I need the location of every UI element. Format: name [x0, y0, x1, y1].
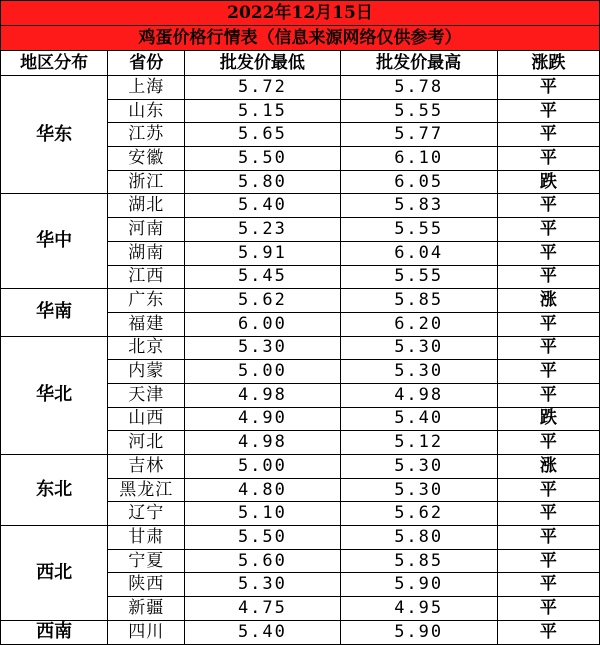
- high-price-cell: 5.30: [340, 360, 497, 384]
- province-cell: 湖北: [108, 194, 185, 218]
- trend-cell: 平: [497, 147, 599, 171]
- low-price-cell: 4.98: [185, 383, 340, 407]
- trend-cell: 涨: [497, 289, 599, 313]
- trend-cell: 平: [497, 336, 599, 360]
- region-cell: 华南: [1, 289, 108, 336]
- high-price-cell: 5.85: [340, 549, 497, 573]
- trend-cell: 平: [497, 431, 599, 455]
- high-price-cell: 6.05: [340, 170, 497, 194]
- header-high-price: 批发价最高: [340, 51, 497, 76]
- trend-cell: 平: [497, 549, 599, 573]
- trend-cell: 平: [497, 218, 599, 242]
- header-row: [1, 51, 600, 76]
- low-price-cell: 5.40: [185, 620, 340, 644]
- low-price-cell: 5.15: [185, 99, 340, 123]
- trend-cell: 平: [497, 597, 599, 621]
- trend-cell: 跌: [497, 170, 599, 194]
- trend-cell: 平: [497, 194, 599, 218]
- table-row: [1, 455, 600, 479]
- low-price-cell: 5.80: [185, 170, 340, 194]
- province-cell: 上海: [108, 76, 185, 100]
- high-price-cell: 5.30: [340, 478, 497, 502]
- trend-cell: 平: [497, 526, 599, 550]
- low-price-cell: 4.90: [185, 407, 340, 431]
- trend-cell: 平: [497, 312, 599, 336]
- region-cell: 华中: [1, 194, 108, 289]
- high-price-cell: 5.77: [340, 123, 497, 147]
- low-price-cell: 5.45: [185, 265, 340, 289]
- title-subtitle: 鸡蛋价格行情表（信息来源网络仅供参考）: [1, 26, 600, 51]
- province-cell: 山东: [108, 99, 185, 123]
- low-price-cell: 5.30: [185, 336, 340, 360]
- low-price-cell: 5.50: [185, 147, 340, 171]
- region-cell: 华东: [1, 76, 108, 194]
- province-cell: 陕西: [108, 573, 185, 597]
- high-price-cell: 5.90: [340, 620, 497, 644]
- province-cell: 宁夏: [108, 549, 185, 573]
- low-price-cell: 5.30: [185, 573, 340, 597]
- table-row: [1, 194, 600, 218]
- low-price-cell: 4.98: [185, 431, 340, 455]
- trend-cell: 涨: [497, 455, 599, 479]
- high-price-cell: 5.30: [340, 336, 497, 360]
- province-cell: 黑龙江: [108, 478, 185, 502]
- low-price-cell: 5.72: [185, 76, 340, 100]
- trend-cell: 平: [497, 360, 599, 384]
- high-price-cell: 5.40: [340, 407, 497, 431]
- region-cell: 西南: [1, 620, 108, 644]
- province-cell: 内蒙: [108, 360, 185, 384]
- low-price-cell: 4.75: [185, 597, 340, 621]
- low-price-cell: 6.00: [185, 312, 340, 336]
- header-low-price: 批发价最低: [185, 51, 340, 76]
- high-price-cell: 5.90: [340, 573, 497, 597]
- region-cell: 华北: [1, 336, 108, 454]
- high-price-cell: 4.95: [340, 597, 497, 621]
- high-price-cell: 6.10: [340, 147, 497, 171]
- table-row: [1, 526, 600, 550]
- low-price-cell: 5.62: [185, 289, 340, 313]
- low-price-cell: 5.10: [185, 502, 340, 526]
- province-cell: 北京: [108, 336, 185, 360]
- low-price-cell: 5.60: [185, 549, 340, 573]
- high-price-cell: 5.85: [340, 289, 497, 313]
- low-price-cell: 5.00: [185, 360, 340, 384]
- title-date: 2022年12月15日: [1, 1, 600, 26]
- table-row: [1, 289, 600, 313]
- high-price-cell: 5.83: [340, 194, 497, 218]
- province-cell: 四川: [108, 620, 185, 644]
- province-cell: 天津: [108, 383, 185, 407]
- province-cell: 山西: [108, 407, 185, 431]
- table-row: [1, 336, 600, 360]
- high-price-cell: 5.55: [340, 218, 497, 242]
- province-cell: 吉林: [108, 455, 185, 479]
- province-cell: 甘肃: [108, 526, 185, 550]
- region-cell: 西北: [1, 526, 108, 621]
- trend-cell: 平: [497, 123, 599, 147]
- trend-cell: 跌: [497, 407, 599, 431]
- region-cell: 东北: [1, 455, 108, 526]
- province-cell: 安徽: [108, 147, 185, 171]
- low-price-cell: 5.50: [185, 526, 340, 550]
- low-price-cell: 4.80: [185, 478, 340, 502]
- trend-cell: 平: [497, 99, 599, 123]
- table-row: [1, 620, 600, 644]
- high-price-cell: 5.62: [340, 502, 497, 526]
- trend-cell: 平: [497, 265, 599, 289]
- header-region: 地区分布: [1, 51, 108, 76]
- province-cell: 新疆: [108, 597, 185, 621]
- province-cell: 湖南: [108, 241, 185, 265]
- trend-cell: 平: [497, 620, 599, 644]
- trend-cell: 平: [497, 573, 599, 597]
- province-cell: 辽宁: [108, 502, 185, 526]
- high-price-cell: 5.12: [340, 431, 497, 455]
- high-price-cell: 6.04: [340, 241, 497, 265]
- header-province: 省份: [108, 51, 185, 76]
- header-trend: 涨跌: [497, 51, 599, 76]
- province-cell: 福建: [108, 312, 185, 336]
- low-price-cell: 5.91: [185, 241, 340, 265]
- province-cell: 广东: [108, 289, 185, 313]
- table-row: [1, 76, 600, 100]
- trend-cell: 平: [497, 502, 599, 526]
- high-price-cell: 5.80: [340, 526, 497, 550]
- low-price-cell: 5.00: [185, 455, 340, 479]
- high-price-cell: 5.55: [340, 265, 497, 289]
- province-cell: 河南: [108, 218, 185, 242]
- high-price-cell: 5.55: [340, 99, 497, 123]
- high-price-cell: 5.78: [340, 76, 497, 100]
- low-price-cell: 5.65: [185, 123, 340, 147]
- trend-cell: 平: [497, 478, 599, 502]
- trend-cell: 平: [497, 76, 599, 100]
- province-cell: 江西: [108, 265, 185, 289]
- trend-cell: 平: [497, 383, 599, 407]
- title-row-subtitle: [1, 26, 600, 51]
- province-cell: 江苏: [108, 123, 185, 147]
- title-row-date: [1, 1, 600, 26]
- province-cell: 浙江: [108, 170, 185, 194]
- high-price-cell: 6.20: [340, 312, 497, 336]
- low-price-cell: 5.23: [185, 218, 340, 242]
- low-price-cell: 5.40: [185, 194, 340, 218]
- high-price-cell: 4.98: [340, 383, 497, 407]
- trend-cell: 平: [497, 241, 599, 265]
- high-price-cell: 5.30: [340, 455, 497, 479]
- province-cell: 河北: [108, 431, 185, 455]
